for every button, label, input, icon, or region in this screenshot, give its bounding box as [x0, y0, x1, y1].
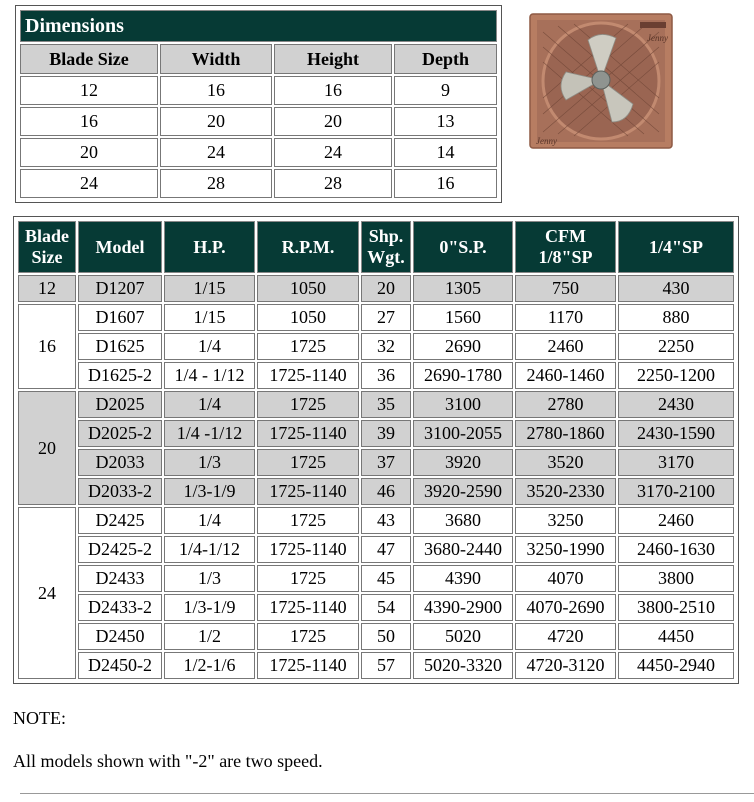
col-hp	[164, 221, 255, 273]
dimensions-cell: 20	[274, 107, 392, 136]
header-line: 1/4"SP	[649, 236, 703, 257]
spec-cell: 1725-1140	[257, 362, 359, 389]
model-cell: D1625	[78, 333, 162, 360]
spec-cell: 1/15	[164, 275, 255, 302]
spec-cell: 1725-1140	[257, 594, 359, 621]
spec-cell: 1/3	[164, 565, 255, 592]
dimensions-row	[20, 107, 497, 136]
spec-cell: 1725	[257, 391, 359, 418]
spec-cell: 3800	[618, 565, 734, 592]
col-width: Width	[160, 44, 272, 74]
dimensions-table-box	[15, 5, 502, 203]
spec-cell: 3170	[618, 449, 734, 476]
header-line: H.P.	[193, 236, 226, 257]
spec-cell: 47	[361, 536, 411, 563]
model-cell: D1607	[78, 304, 162, 331]
dimensions-cell: 24	[20, 169, 158, 198]
spec-cell: 37	[361, 449, 411, 476]
spec-cell: 1050	[257, 275, 359, 302]
spec-cell: 1305	[413, 275, 513, 302]
table-row	[18, 362, 734, 389]
spec-cell: 1725	[257, 623, 359, 650]
spec-cell: 2460	[618, 507, 734, 534]
spec-cell: 1725-1140	[257, 536, 359, 563]
header-line: Size	[31, 247, 63, 267]
spec-cell: 1/4	[164, 507, 255, 534]
spec-cell: 1725	[257, 449, 359, 476]
spec-cell: 1170	[515, 304, 616, 331]
table-row	[18, 304, 734, 331]
dimensions-cell: 12	[20, 76, 158, 105]
spec-cell: 2460-1630	[618, 536, 734, 563]
dimensions-cell: 14	[394, 138, 497, 167]
spec-cell: 5020-3320	[413, 652, 513, 679]
models-header-row	[18, 221, 734, 273]
dimensions-cell: 16	[160, 76, 272, 105]
spec-cell: 3250-1990	[515, 536, 616, 563]
dimensions-row	[20, 138, 497, 167]
blade-size-cell: 12	[18, 275, 76, 302]
spec-cell: 2780-1860	[515, 420, 616, 447]
spec-cell: 1725-1140	[257, 420, 359, 447]
col-cfm-1-8sp	[515, 221, 616, 273]
model-cell: D1207	[78, 275, 162, 302]
spec-cell: 1050	[257, 304, 359, 331]
model-cell: D2433	[78, 565, 162, 592]
model-cell: D2025	[78, 391, 162, 418]
spec-cell: 3680-2440	[413, 536, 513, 563]
spec-cell: 2250	[618, 333, 734, 360]
col-shipping-weight	[361, 221, 411, 273]
note-label: NOTE:	[13, 708, 66, 728]
spec-cell: 3680	[413, 507, 513, 534]
dimensions-cell: 16	[274, 76, 392, 105]
table-row	[18, 623, 734, 650]
models-table-box	[13, 216, 739, 684]
spec-cell: 3520-2330	[515, 478, 616, 505]
spec-cell: 54	[361, 594, 411, 621]
spec-cell: 45	[361, 565, 411, 592]
table-row	[18, 478, 734, 505]
spec-cell: 2690-1780	[413, 362, 513, 389]
spec-cell: 20	[361, 275, 411, 302]
dimensions-title: Dimensions	[20, 10, 497, 42]
spec-cell: 27	[361, 304, 411, 331]
spec-cell: 1/2	[164, 623, 255, 650]
model-cell: D2425-2	[78, 536, 162, 563]
spec-cell: 3100-2055	[413, 420, 513, 447]
header-line: 1/8"SP	[538, 247, 593, 267]
blade-size-cell: 20	[18, 391, 76, 505]
dimensions-cell: 28	[274, 169, 392, 198]
spec-cell: 2690	[413, 333, 513, 360]
table-row	[18, 391, 734, 418]
spec-cell: 3100	[413, 391, 513, 418]
dimensions-cell: 28	[160, 169, 272, 198]
spec-cell: 43	[361, 507, 411, 534]
spec-cell: 1/4 - 1/12	[164, 362, 255, 389]
dimensions-cell: 24	[274, 138, 392, 167]
spec-cell: 36	[361, 362, 411, 389]
header-line: Model	[95, 236, 145, 257]
spec-cell: 1560	[413, 304, 513, 331]
spec-cell: 1/3-1/9	[164, 478, 255, 505]
model-cell: D1625-2	[78, 362, 162, 389]
model-cell: D2033	[78, 449, 162, 476]
spec-cell: 2430-1590	[618, 420, 734, 447]
spec-cell: 1/3	[164, 449, 255, 476]
spec-cell: 50	[361, 623, 411, 650]
spec-cell: 1/3-1/9	[164, 594, 255, 621]
spec-cell: 4390-2900	[413, 594, 513, 621]
col-depth: Depth	[394, 44, 497, 74]
dimensions-cell: 20	[160, 107, 272, 136]
spec-cell: 4450	[618, 623, 734, 650]
spec-cell: 1725	[257, 333, 359, 360]
model-cell: D2033-2	[78, 478, 162, 505]
col-model	[78, 221, 162, 273]
table-row	[18, 565, 734, 592]
spec-cell: 3250	[515, 507, 616, 534]
dimensions-cell: 16	[394, 169, 497, 198]
spec-cell: 2250-1200	[618, 362, 734, 389]
spec-cell: 2780	[515, 391, 616, 418]
table-row	[18, 333, 734, 360]
model-cell: D2450	[78, 623, 162, 650]
spec-cell: 1/4-1/12	[164, 536, 255, 563]
table-row	[18, 652, 734, 679]
spec-cell: 39	[361, 420, 411, 447]
dimensions-row	[20, 76, 497, 105]
table-row	[18, 507, 734, 534]
blade-size-cell: 16	[18, 304, 76, 389]
spec-cell: 35	[361, 391, 411, 418]
fan-brand-top: Jenny	[647, 33, 668, 43]
header-line: Blade	[24, 226, 69, 246]
spec-cell: 1/4 -1/12	[164, 420, 255, 447]
model-cell: D2425	[78, 507, 162, 534]
spec-cell: 750	[515, 275, 616, 302]
header-line: Shp.	[368, 226, 404, 246]
header-line: Wgt.	[367, 247, 405, 267]
spec-cell: 32	[361, 333, 411, 360]
dimensions-cell: 13	[394, 107, 497, 136]
col-blade-size	[18, 221, 76, 273]
spec-cell: 1725	[257, 565, 359, 592]
model-cell: D2433-2	[78, 594, 162, 621]
dimensions-header-row	[20, 44, 497, 74]
spec-cell: 1725	[257, 507, 359, 534]
spec-cell: 4070-2690	[515, 594, 616, 621]
fan-brand-bottom: Jenny	[536, 136, 557, 146]
spec-cell: 1725-1140	[257, 652, 359, 679]
model-cell: D2025-2	[78, 420, 162, 447]
table-row	[18, 275, 734, 302]
spec-cell: 880	[618, 304, 734, 331]
col-rpm	[257, 221, 359, 273]
divider	[20, 793, 754, 794]
dimensions-cell: 24	[160, 138, 272, 167]
col-cfm-1-4sp	[618, 221, 734, 273]
spec-cell: 4720	[515, 623, 616, 650]
spec-cell: 46	[361, 478, 411, 505]
header-line: R.P.M.	[281, 236, 335, 257]
table-row	[18, 420, 734, 447]
spec-cell: 1/4	[164, 333, 255, 360]
spec-cell: 1/15	[164, 304, 255, 331]
table-row	[18, 594, 734, 621]
blade-size-cell: 24	[18, 507, 76, 679]
models-table	[16, 219, 736, 681]
spec-cell: 3800-2510	[618, 594, 734, 621]
header-line: 0"S.P.	[439, 236, 487, 257]
spec-cell: 4720-3120	[515, 652, 616, 679]
spec-cell: 1/4	[164, 391, 255, 418]
fan-image	[528, 12, 676, 152]
table-row	[18, 449, 734, 476]
spec-cell: 1725-1140	[257, 478, 359, 505]
spec-cell: 57	[361, 652, 411, 679]
spec-cell: 4450-2940	[618, 652, 734, 679]
spec-cell: 4070	[515, 565, 616, 592]
dimensions-cell: 9	[394, 76, 497, 105]
dimensions-cell: 20	[20, 138, 158, 167]
spec-cell: 2460	[515, 333, 616, 360]
spec-cell: 1/2-1/6	[164, 652, 255, 679]
spec-cell: 3520	[515, 449, 616, 476]
spec-cell: 3920	[413, 449, 513, 476]
col-cfm-0sp	[413, 221, 513, 273]
model-cell: D2450-2	[78, 652, 162, 679]
dimensions-table	[18, 8, 499, 200]
dimensions-row	[20, 169, 497, 198]
spec-cell: 3920-2590	[413, 478, 513, 505]
spec-cell: 4390	[413, 565, 513, 592]
header-line: CFM	[545, 226, 586, 246]
spec-cell: 3170-2100	[618, 478, 734, 505]
col-height: Height	[274, 44, 392, 74]
spec-cell: 430	[618, 275, 734, 302]
table-row	[18, 536, 734, 563]
spec-cell: 5020	[413, 623, 513, 650]
col-blade-size: Blade Size	[20, 44, 158, 74]
dimensions-cell: 16	[20, 107, 158, 136]
note-text: All models shown with "-2" are two speed.	[13, 751, 323, 771]
spec-cell: 2460-1460	[515, 362, 616, 389]
spec-cell: 2430	[618, 391, 734, 418]
